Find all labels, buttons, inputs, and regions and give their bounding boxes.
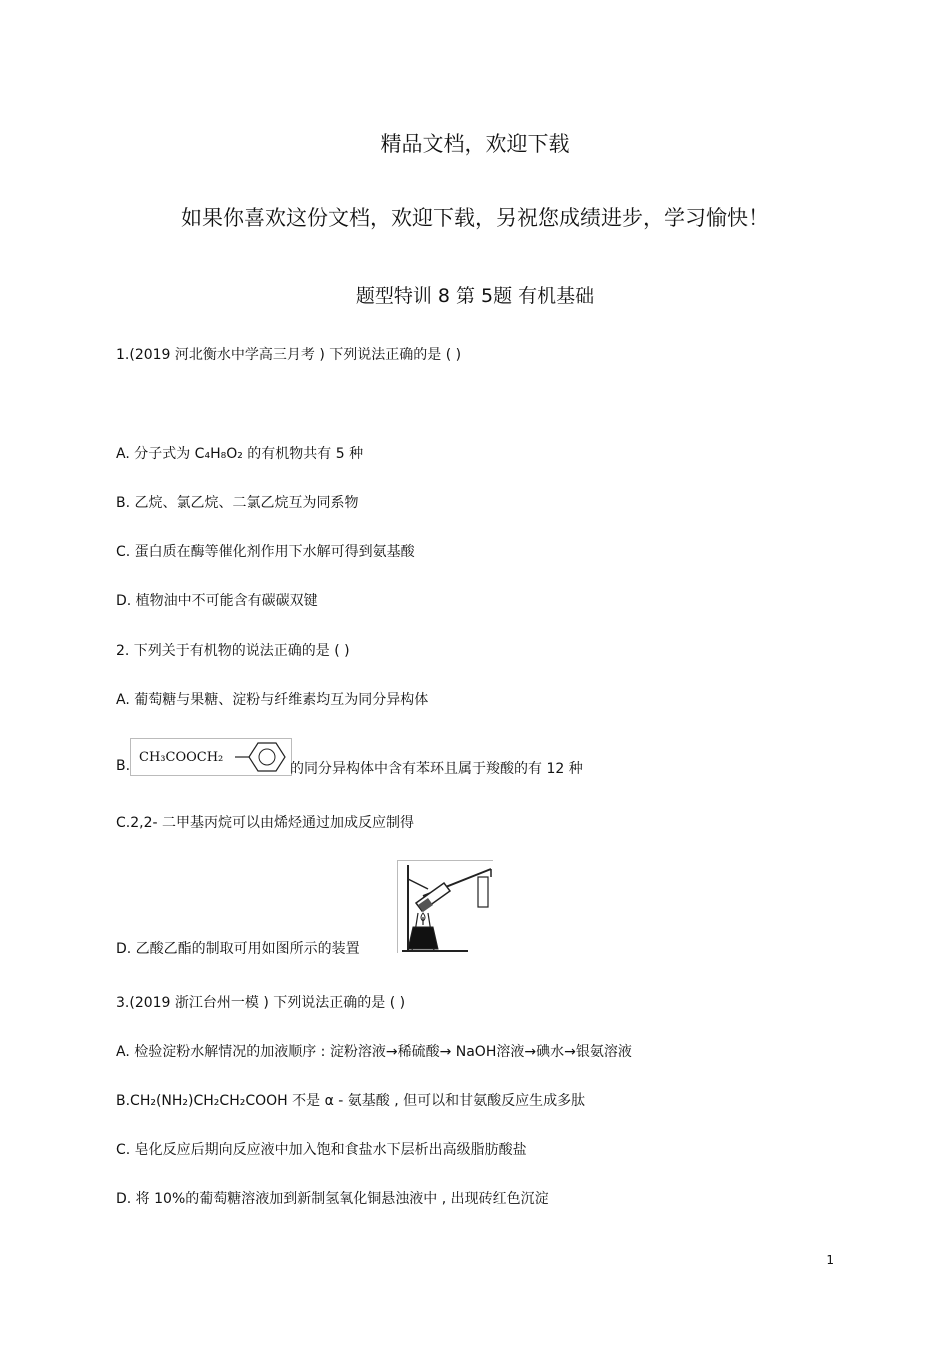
question-2-option-b-prefix: B. xyxy=(116,758,131,774)
distillation-apparatus-icon xyxy=(398,861,493,953)
structure-formula-text: CH₃COOCH₂ xyxy=(139,750,224,765)
apparatus-figure xyxy=(397,860,493,953)
question-3-option-b: B.CH₂(NH₂)CH₂CH₂COOH 不是 α - 氨基酸 , 但可以和甘氨酸反应生成多肽 xyxy=(116,1093,586,1109)
question-3-option-a: A. 检验淀粉水解情况的加液顺序 : 淀粉溶液→稀硫酸→ NaOH溶液→碘水→银氨溶液 xyxy=(116,1044,632,1060)
document-subheader: 如果你喜欢这份文档，欢迎下载，另祝您成绩进步，学习愉快！ xyxy=(181,206,769,230)
question-3-option-d: D. 将 10%的葡萄糖溶液加到新制氢氧化铜悬浊液中 , 出现砖红色沉淀 xyxy=(116,1191,549,1207)
question-2-option-a: A. 葡萄糖与果糖、淀粉与纤维素均互为同分异构体 xyxy=(116,692,429,708)
page-number: 1 xyxy=(826,1253,834,1267)
document-header: 精品文档，欢迎下载 xyxy=(380,132,570,156)
question-3-stem: 3.(2019 浙江台州一模 ) 下列说法正确的是 ( ) xyxy=(116,995,406,1011)
question-1-option-a: A. 分子式为 C₄H₈O₂ 的有机物共有 5 种 xyxy=(116,446,364,462)
benzyl-acetate-structure xyxy=(130,738,292,776)
section-title: 题型特训 8 第 5题 有机基础 xyxy=(355,285,595,307)
benzene-ring-icon xyxy=(131,739,291,775)
question-1-option-d: D. 植物油中不可能含有碳碳双键 xyxy=(116,593,318,609)
question-1-option-c: C. 蛋白质在酶等催化剂作用下水解可得到氨基酸 xyxy=(116,544,415,560)
question-2-option-b-suffix: 的同分异构体中含有苯环且属于羧酸的有 12 种 xyxy=(290,761,583,777)
question-1-stem: 1.(2019 河北衡水中学高三月考 ) 下列说法正确的是 ( ) xyxy=(116,347,462,363)
question-2-option-c: C.2,2- 二甲基丙烷可以由烯烃通过加成反应制得 xyxy=(116,815,414,831)
question-1-option-b: B. 乙烷、氯乙烷、二氯乙烷互为同系物 xyxy=(116,495,359,511)
question-2-option-d: D. 乙酸乙酯的制取可用如图所示的装置 xyxy=(116,941,360,957)
question-2-stem: 2. 下列关于有机物的说法正确的是 ( ) xyxy=(116,643,350,659)
question-3-option-c: C. 皂化反应后期向反应液中加入饱和食盐水下层析出高级脂肪酸盐 xyxy=(116,1142,527,1158)
